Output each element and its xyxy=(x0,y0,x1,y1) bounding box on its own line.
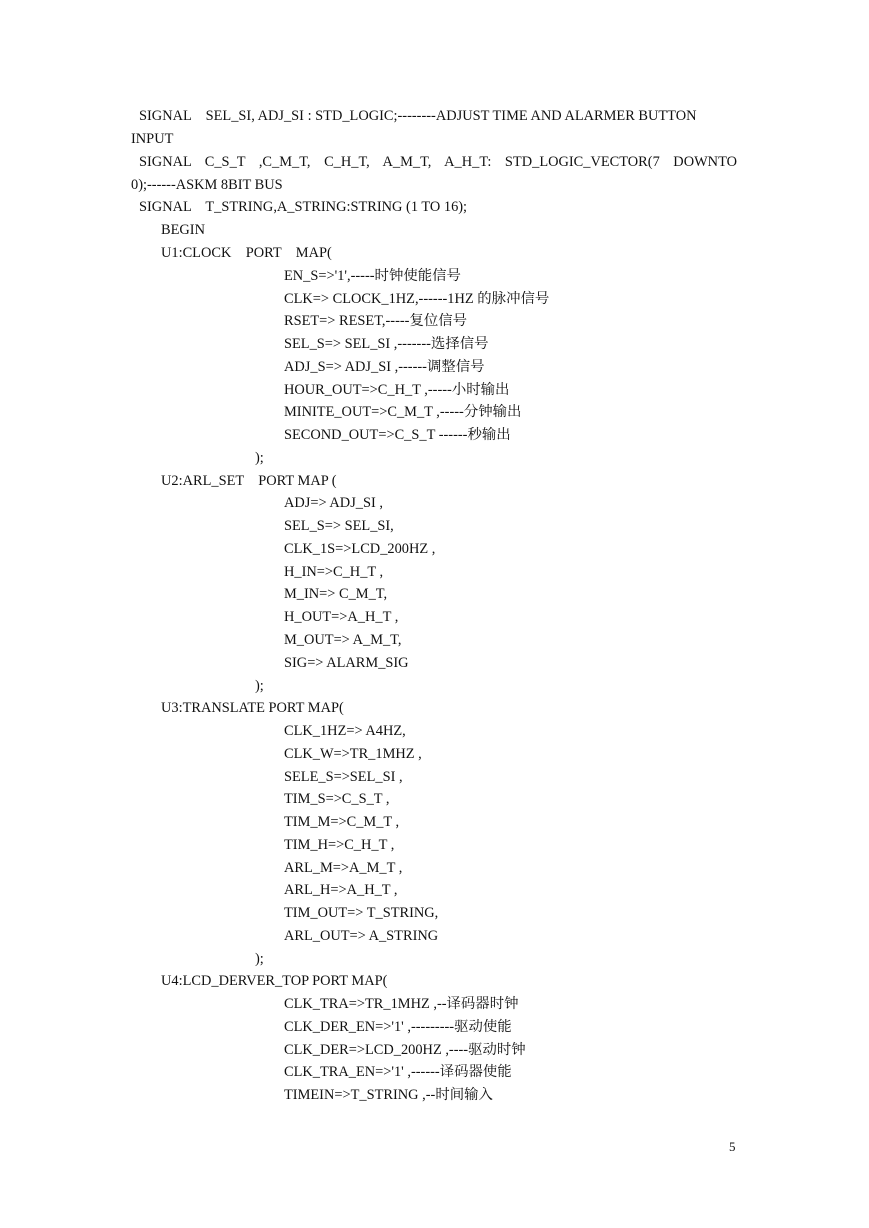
u2-port-line: CLK_1S=>LCD_200HZ , xyxy=(284,541,436,557)
u3-port-line: CLK_W=>TR_1MHZ , xyxy=(284,746,422,762)
u3-port-line: TIM_H=>C_H_T , xyxy=(284,837,395,853)
u2-port-line: SEL_S=> SEL_SI, xyxy=(284,518,394,534)
u1-port-line: SECOND_OUT=>C_S_T ------秒输出 xyxy=(284,427,511,443)
u2-port-line: H_OUT=>A_H_T , xyxy=(284,609,399,625)
u3-port-map-close: ); xyxy=(255,951,264,967)
u4-port-line: CLK_DER_EN=>'1' ,---------驱动使能 xyxy=(284,1019,512,1035)
u3-port-line: SELE_S=>SEL_SI , xyxy=(284,769,403,785)
u4-port-line: CLK_TRA=>TR_1MHZ ,--译码器时钟 xyxy=(284,996,519,1012)
u4-port-line: CLK_TRA_EN=>'1' ,------译码器使能 xyxy=(284,1064,512,1080)
u3-port-line: ARL_OUT=> A_STRING xyxy=(284,928,439,944)
signal-declaration-sel-adj-continued: INPUT xyxy=(131,131,174,147)
u1-port-line: ADJ_S=> ADJ_SI ,------调整信号 xyxy=(284,359,485,375)
u3-port-line: CLK_1HZ=> A4HZ, xyxy=(284,723,406,739)
u3-port-line: TIM_S=>C_S_T , xyxy=(284,791,390,807)
u1-port-line: HOUR_OUT=>C_H_T ,-----小时输出 xyxy=(284,382,510,398)
u3-port-line: TIM_M=>C_M_T , xyxy=(284,814,400,830)
u1-port-line: CLK=> CLOCK_1HZ,------1HZ 的脉冲信号 xyxy=(284,291,550,307)
u2-port-line: M_OUT=> A_M_T, xyxy=(284,632,402,648)
u1-port-line: RSET=> RESET,-----复位信号 xyxy=(284,313,468,329)
signal-declaration-time-buses-continued: 0);------ASKM 8BIT BUS xyxy=(131,177,283,193)
u2-port-line: SIG=> ALARM_SIG xyxy=(284,655,409,671)
u4-port-line: CLK_DER=>LCD_200HZ ,----驱动时钟 xyxy=(284,1042,526,1058)
u3-port-line: TIM_OUT=> T_STRING, xyxy=(284,905,439,921)
u2-port-line: M_IN=> C_M_T, xyxy=(284,586,388,602)
u1-port-line: SEL_S=> SEL_SI ,-------选择信号 xyxy=(284,336,489,352)
u2-port-line: ADJ=> ADJ_SI , xyxy=(284,495,383,511)
u3-port-line: ARL_H=>A_H_T , xyxy=(284,882,398,898)
u2-port-line: H_IN=>C_H_T , xyxy=(284,564,384,580)
u1-port-line: EN_S=>'1',-----时钟使能信号 xyxy=(284,268,461,284)
signal-declaration-time-buses: SIGNAL C_S_T ,C_M_T, C_H_T, A_M_T, A_H_T: STD_LOGIC_VECTOR(7 DOWNTO xyxy=(139,154,737,170)
u1-clock-port-map-header: U1:CLOCK PORT MAP( xyxy=(161,245,332,261)
u2-arl-set-port-map-header: U2:ARL_SET PORT MAP ( xyxy=(161,473,337,489)
begin-keyword: BEGIN xyxy=(161,222,205,238)
page-number: 5 xyxy=(729,1139,736,1154)
signal-declaration-sel-adj: SIGNAL SEL_SI, ADJ_SI : STD_LOGIC;--------ADJUST TIME AND ALARMER BUTTON xyxy=(139,108,697,124)
u1-port-map-close: ); xyxy=(255,450,264,466)
u3-port-line: ARL_M=>A_M_T , xyxy=(284,860,403,876)
u4-lcd-derver-top-port-map-header: U4:LCD_DERVER_TOP PORT MAP( xyxy=(161,973,388,989)
u4-port-line: TIMEIN=>T_STRING ,--时间输入 xyxy=(284,1087,493,1103)
signal-declaration-strings: SIGNAL T_STRING,A_STRING:STRING (1 TO 16); xyxy=(139,199,468,215)
u2-port-map-close: ); xyxy=(255,678,264,694)
u1-port-line: MINITE_OUT=>C_M_T ,-----分钟输出 xyxy=(284,404,522,420)
u3-translate-port-map-header: U3:TRANSLATE PORT MAP( xyxy=(161,700,344,716)
